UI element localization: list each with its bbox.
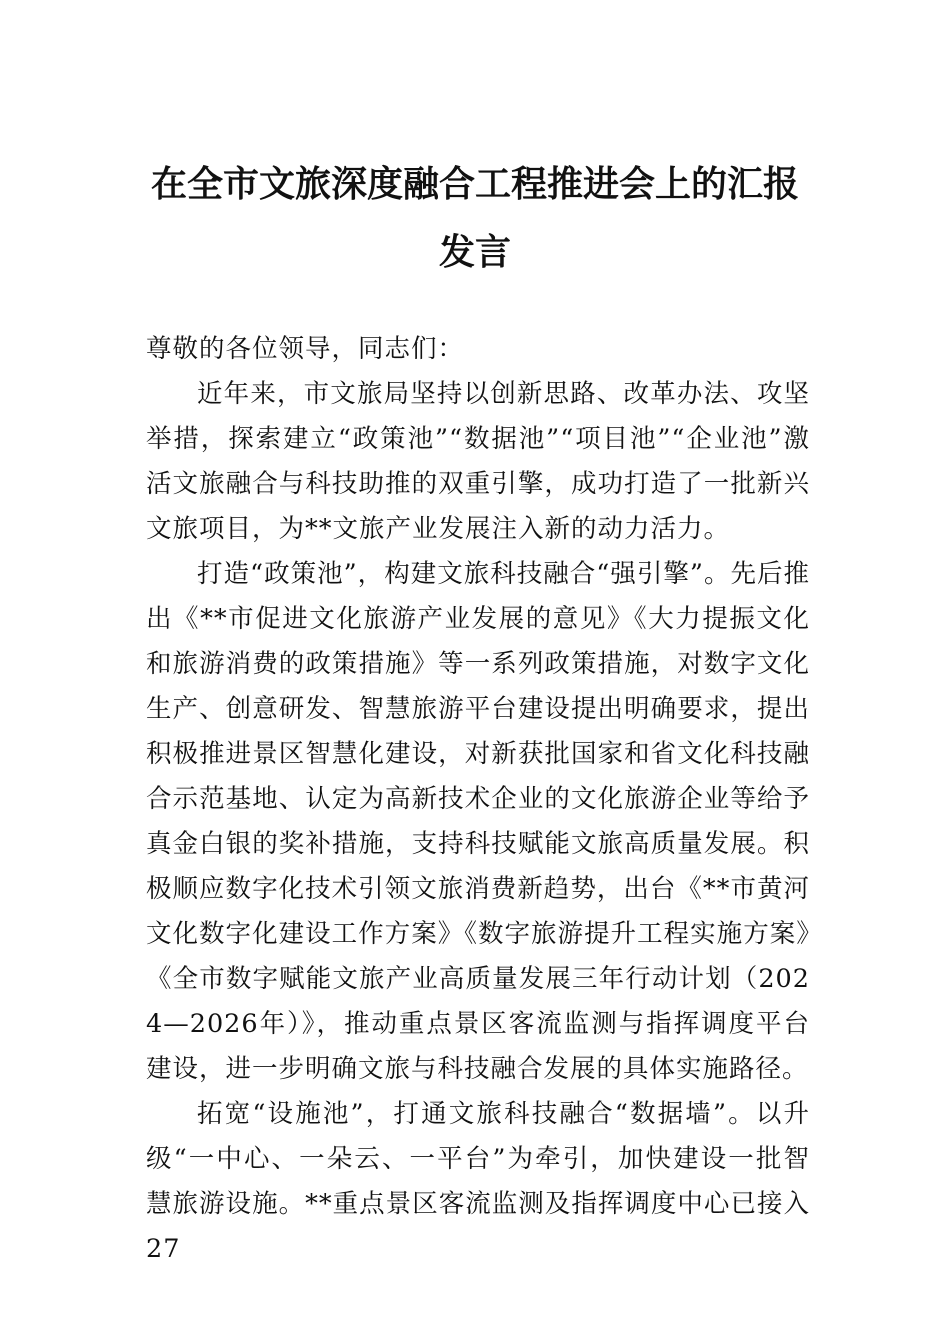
document-title-line-2: 发言 <box>438 231 511 273</box>
document-title-line-1: 在全市文旅深度融合工程推进会上的汇报 <box>150 163 799 205</box>
paragraph-facility-pool: 拓宽“设施池”，打通文旅科技融合“数据墙”。以升级“一中心、一朵云、一平台”为牵引，加快建设一批智慧旅游设施。**重点景区客流监测及指挥调度中心已接入27 <box>146 1099 810 1264</box>
document-body <box>146 327 810 1272</box>
paragraph-intro: 近年来，市文旅局坚持以创新思路、改革办法、攻坚举措，探索建立“政策池”“数据池”“项目池”“企业池”激活文旅融合与科技助推的双重引擎，成功打造了一批新兴文旅项目，为**文旅产业发展注入新的动力活力。 <box>146 379 810 544</box>
paragraph-policy-pool: 打造“政策池”，构建文旅科技融合“强引擎”。先后推出《**市促进文化旅游产业发展的意见》《大力提振文化和旅游消费的政策措施》等一系列政策措施，对数字文化生产、创意研发、智慧旅游平台建设提出明确要求，提出积极推进景区智慧化建设，对新获批国家和省文化科技融合示范基地、认定为高新技术企业的文化旅游企业等给予真金白银的奖补措施，支持科技赋能文旅高质量发展。积极顺应数字化技术引领文旅消费新趋势，出台《**市黄河文化数字化建设工作方案》《数字旅游提升工程实施方案》《全市数字赋能文旅产业高质量发展三年行动计划（2024—2026年）》，推动重点景区客流监测与指挥调度平台建设，进一步明确文旅与科技融合发展的具体实施路径。 <box>146 559 810 1084</box>
salutation: 尊敬的各位领导，同志们： <box>146 334 465 364</box>
